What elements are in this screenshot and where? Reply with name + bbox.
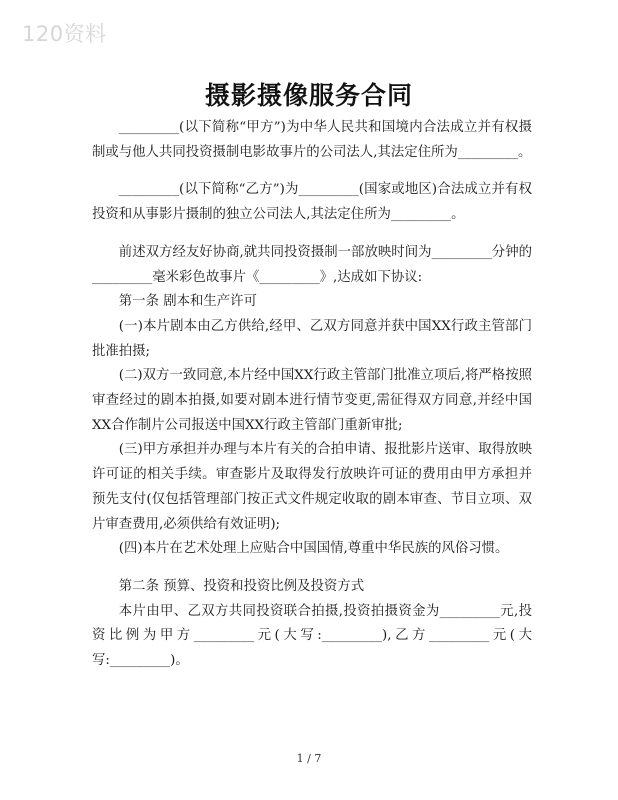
article-1-clause-4: (四)本片在艺术处理上应贴合中国国情,尊重中华民族的风俗习惯。: [118, 541, 509, 557]
paragraph-party-a: _________(以下简称“甲方”)为中华人民共和国境内合法成立并有权摄制或与他人共同投资摄制电影故事片的公司法人,其法定住所为_________。: [92, 120, 532, 160]
article-1-heading: 第一条 剧本和生产许可: [118, 294, 257, 310]
paragraph-party-b: _________(以下简称“乙方”)为_________(国家或地区)合法成立并有权投资和从事影片摄制的独立公司法人,其法定住所为_________。: [92, 182, 532, 223]
watermark: 120资料: [22, 22, 107, 46]
article-1-clause-3: (三)甲方承担并办理与本片有关的合拍申请、报批影片送审、取得放映许可证的相关手续。审查影片及取得发行放映许可证的费用由甲方承担并预先支付(仅包括管理部门按正式文件规定收取的剧本审查、节目立项、双片审查费用,必须供给有效证明);: [92, 442, 532, 532]
article-2-heading: 第二条 预算、投资和投资比例及投资方式: [118, 578, 365, 594]
document-title: 摄影摄像服务合同: [204, 81, 413, 110]
page-number: 1 / 7: [296, 752, 322, 765]
article-1-clause-2: (二)双方一致同意,本片经中国XX行政主管部门批准立项后,将严格按照审查经过的剧本拍摄,如要对剧本进行情节变更,需征得双方同意,并经中国XX合作制片公司报送中国XX行政主管部门重新审批;: [92, 368, 532, 433]
article-2-body: 本片由甲、乙双方共同投资联合拍摄,投资拍摄资金为_________元,投资比例为甲方_________元(大写:_________),乙方_________元(大写:_________)。: [92, 603, 532, 669]
document-body: [92, 116, 532, 674]
paragraph-preamble: 前述双方经友好协商,就共同投资摄制一部放映时间为_________分钟的_________毫米彩色故事片《_________》,达成如下协议:: [92, 244, 532, 285]
article-1-clause-1: (一)本片剧本由乙方供给,经甲、乙双方同意并获中国XX行政主管部门批准拍摄;: [92, 318, 532, 359]
